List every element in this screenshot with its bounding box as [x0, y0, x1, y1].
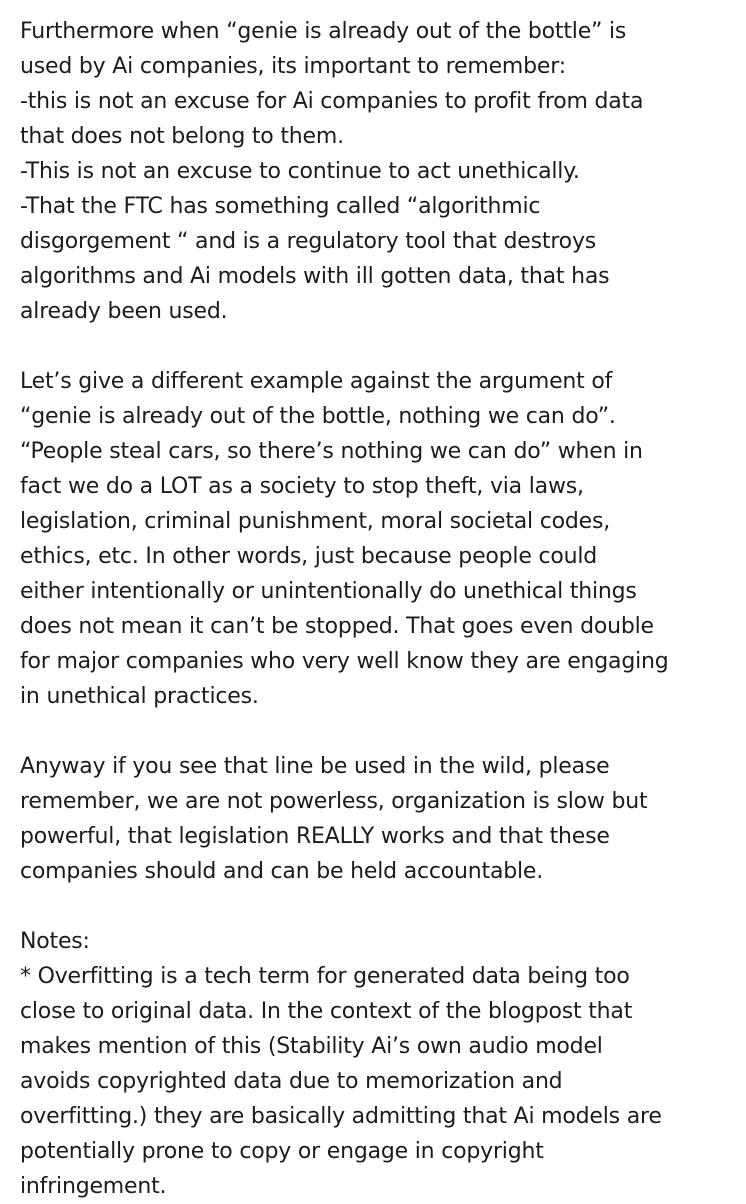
text-line: makes mention of this (Stability Ai’s own audio model: [20, 1034, 603, 1059]
text-line: ethics, etc. In other words, just because people could: [20, 544, 598, 569]
text-line: already been used.: [20, 299, 228, 324]
text-line: companies should and can be held accountable.: [20, 859, 544, 884]
text-line: Anyway if you see that line be used in the wild, please: [20, 754, 610, 779]
text-line: algorithms and Ai models with ill gotten data, that has: [20, 264, 610, 289]
text-line: potentially prone to copy or engage in copyright: [20, 1139, 544, 1164]
note-body: [20, 14, 736, 1204]
notes-heading: Notes:: [20, 929, 90, 954]
paragraph-spacer: [20, 329, 736, 364]
text-line: close to original data. In the context of the blogpost that: [20, 999, 633, 1024]
text-line: either intentionally or unintentionally do unethical things: [20, 579, 637, 604]
paragraph-genie-out-of-bottle: [20, 14, 736, 329]
text-line: that does not belong to them.: [20, 124, 344, 149]
text-line: powerful, that legislation REALLY works and that these: [20, 824, 610, 849]
text-line: used by Ai companies, its important to remember:: [20, 54, 566, 79]
text-line: in unethical practices.: [20, 684, 259, 709]
text-line: remember, we are not powerless, organization is slow but: [20, 789, 648, 814]
paragraph-spacer: [20, 714, 736, 749]
text-line: does not mean it can’t be stopped. That goes even double: [20, 614, 654, 639]
text-line: * Overfitting is a tech term for generated data being too: [20, 964, 630, 989]
text-line: “People steal cars, so there’s nothing we can do” when in: [20, 439, 643, 464]
paragraph-notes: [20, 924, 736, 1204]
text-line: overfitting.) they are basically admitting that Ai models are: [20, 1104, 662, 1129]
paragraph-different-example: [20, 364, 736, 714]
text-line: -this is not an excuse for Ai companies to profit from data: [20, 89, 644, 114]
text-line: for major companies who very well know they are engaging: [20, 649, 669, 674]
text-line: -This is not an excuse to continue to act unethically.: [20, 159, 580, 184]
text-line: Furthermore when “genie is already out of the bottle” is: [20, 19, 627, 44]
text-line: -That the FTC has something called “algorithmic: [20, 194, 541, 219]
text-line: infringement.: [20, 1174, 167, 1199]
text-line: Let’s give a different example against the argument of: [20, 369, 613, 394]
text-line: fact we do a LOT as a society to stop theft, via laws,: [20, 474, 584, 499]
text-line: legislation, criminal punishment, moral societal codes,: [20, 509, 611, 534]
paragraph-not-powerless: [20, 749, 736, 889]
text-line: “genie is already out of the bottle, nothing we can do”.: [20, 404, 616, 429]
text-line: avoids copyrighted data due to memorization and: [20, 1069, 563, 1094]
paragraph-spacer: [20, 889, 736, 924]
text-line: disgorgement “ and is a regulatory tool that destroys: [20, 229, 597, 254]
